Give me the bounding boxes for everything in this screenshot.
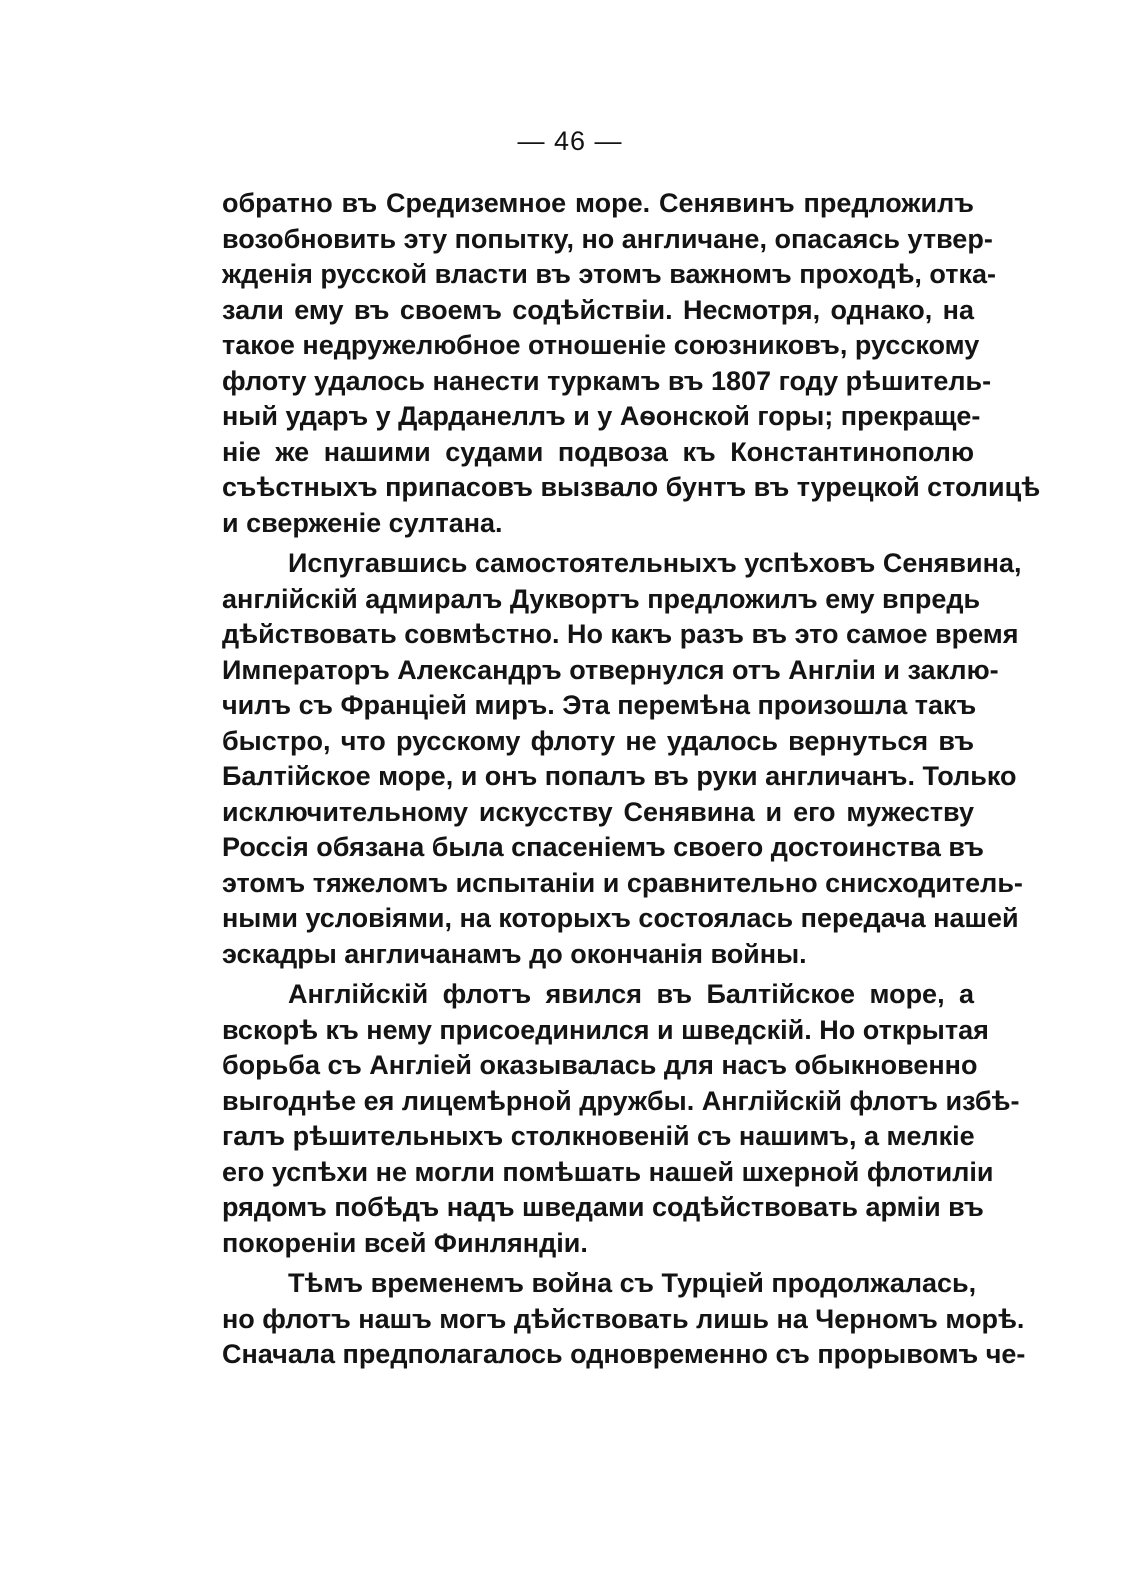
text-line: Тѣмъ временемъ война съ Турціей продолжалась, [288, 1268, 977, 1298]
paragraph [222, 1266, 1026, 1373]
text-line: ніе же нашими судами подвоза къ Константинополю [222, 436, 974, 467]
text-line: его успѣхи не могли помѣшать нашей шхерной флотиліи [222, 1156, 994, 1187]
text-line: дѣйствовать совмѣстно. Но какъ разъ въ это самое время [222, 619, 1019, 649]
text-line: Императоръ Александръ отвернулся отъ Англіи и заклю- [222, 654, 999, 685]
text-line: жденія русской власти въ этомъ важномъ проходѣ, отка- [222, 259, 996, 289]
paragraph [222, 186, 1041, 541]
text-line: Россія обязана была спасеніемъ своего достоинства въ [222, 832, 984, 862]
text-line: быстро, что русскому флоту не удалось вернуться въ [222, 725, 974, 756]
text-line: съѣстныхъ припасовъ вызвало бунтъ въ турецкой столицѣ [222, 472, 1041, 502]
text-line: такое недружелюбное отношеніе союзниковъ, русскому [222, 330, 980, 360]
text-line: Испугавшись самостоятельныхъ успѣховъ Сенявина, [288, 548, 1022, 578]
text-line: Балтійское море, и онъ попалъ въ руки англичанъ. Только [222, 761, 1017, 791]
text-line: зали ему въ своемъ содѣйствіи. Несмотря, однако, на [222, 294, 974, 325]
text-line: борьба съ Англіей оказывалась для насъ обыкновенно [222, 1050, 978, 1080]
text-line: и сверженіе султана. [222, 507, 503, 538]
text-line: выгоднѣе ея лицемѣрной дружбы. Англійскій флотъ избѣ- [222, 1085, 1020, 1116]
text-line: покореніи всей Финляндіи. [222, 1227, 588, 1258]
text-line: этомъ тяжеломъ испытаніи и сравнительно снисходитель- [222, 867, 1023, 898]
text-line: англійскій адмиралъ Дуквортъ предложилъ ему впредь [222, 583, 981, 614]
text-line: эскадры англичанамъ до окончанія войны. [222, 938, 807, 969]
paragraph [222, 546, 1023, 972]
text-line: рядомъ побѣдъ надъ шведами содѣйствовать арміи въ [222, 1192, 984, 1222]
text-line: галъ рѣшительныхъ столкновеній съ нашимъ, а мелкіе [222, 1121, 975, 1151]
text-line: флоту удалось нанести туркамъ въ 1807 году рѣшитель- [222, 365, 992, 396]
text-line: ный ударъ у Дарданеллъ и у Аѳонской горы; прекраще- [222, 401, 981, 431]
paragraph [222, 977, 1020, 1261]
text-line: возобновить эту попытку, но англичане, опасаясь утвер- [222, 223, 993, 254]
text-line: Сначала предполагалось одновременно съ прорывомъ че- [222, 1339, 1026, 1369]
text-line: но флотъ нашъ могъ дѣйствовать лишь на Черномъ морѣ. [222, 1303, 1025, 1334]
text-line: Англійскій флотъ явился въ Балтійское море, а [288, 979, 974, 1009]
text-line: исключительному искусству Сенявина и его мужеству [222, 796, 974, 827]
text-line: чилъ съ Франціей миръ. Эта перемѣна произошла такъ [222, 690, 977, 720]
body-text [222, 186, 1041, 1373]
page-number: — 46 — [517, 126, 623, 156]
text-line: ными условіями, на которыхъ состоялась передача нашей [222, 903, 1019, 933]
text-line: обратно въ Средиземное море. Сенявинъ предложилъ [222, 188, 974, 218]
text-line: вскорѣ къ нему присоединился и шведскій. Но открытая [222, 1014, 989, 1045]
